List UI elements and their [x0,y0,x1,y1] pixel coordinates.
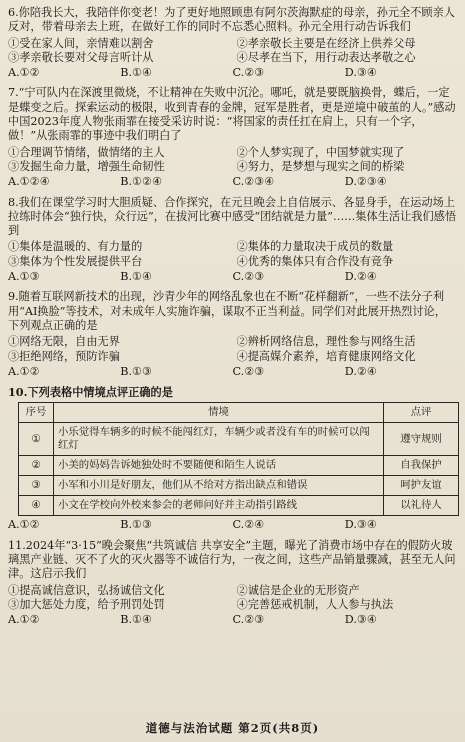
answer-c: C.②③ [232,270,265,284]
question-10 [8,385,457,533]
answer-choices [8,365,457,379]
header-situation: 情境 [54,403,384,423]
option-4: ④努力，是梦想与现实之间的桥梁 [236,159,405,173]
option-1: ①集体是温暖的、有力量的 [8,240,143,254]
answer-b: B.①④ [120,270,153,284]
answer-c: C.②③ [232,66,265,80]
option-1: ①提高诚信意识，弘扬诚信文化 [8,583,165,597]
question-11 [8,539,457,628]
answer-a: A.①② [8,364,40,378]
question-9 [8,290,457,379]
answer-choices [8,66,457,80]
option-list [8,37,457,66]
answer-d: D.②④ [344,270,377,284]
option-2: ②诚信是企业的无形资产 [236,583,360,597]
answer-c: C.②③④ [232,175,275,189]
row-number: ④ [19,496,54,516]
question-stem: 11.2024年“3·15”晚会聚焦“共筑诚信 共享安全”主题，曝光了消费市场中存在的假防火玻璃黑产业链、灭不了火的灭火器等不诚信行为，一夜之间，这些产品销量骤减，甚至无人问津。这启示我们 [8,538,456,581]
question-stem: 10.下列表格中情境点评正确的是 [8,385,173,400]
answer-choices [8,175,457,189]
answer-a: A.①② [8,613,40,627]
table-row [19,456,459,476]
row-comment: 自我保护 [384,456,459,476]
answer-a: A.①② [8,518,40,532]
option-list [8,584,457,613]
option-1: ①合理调节情绪，做情绪的主人 [8,145,165,159]
option-2: ②个人梦实现了，中国梦就实现了 [236,145,405,159]
option-1: ①网络无限，自由无界 [8,335,120,349]
answer-a: A.①③ [8,270,40,284]
answer-a: A.①② [8,66,40,80]
option-list [8,335,457,364]
question-7 [8,86,457,189]
option-4: ④提高媒介素养，培育健康网络文化 [236,349,416,363]
answer-choices [8,270,457,284]
table-header-row [19,403,459,423]
table-row [19,476,459,496]
answer-choices [8,613,457,627]
row-number: ③ [19,476,54,496]
answer-b: B.①②④ [120,175,163,189]
question-stem: 9.随着互联网新技术的出现，沙青少年的网络乱象也在不断“花样翻新”，一些不法分子利用“AI换脸”等技术，对未成年人实施诈骗，谋取不正当利益。同学们对此展开热烈讨论，下列观点正确的是 [8,290,446,332]
row-situation: 小军和小川是好朋友，他们从不给对方指出缺点和错误 [54,476,384,496]
question-stem: 6.你陪我长大，我陪伴你变老！为了更好地照顾患有阿尔茨海默症的母亲，孙元全不顾亲人反对，带着母亲去上班，在做好工作的同时不忘悉心照料。孙元全用行动告诉我们 [8,6,455,34]
option-3: ③集体为个性发展提供平台 [8,254,143,268]
answer-c: C.②④ [232,518,265,532]
answer-d: D.②③④ [344,175,387,189]
option-list [8,240,457,269]
question-stem: 7.“宁可队内在深渡里微烧，不让精神在失败中沉沦。哪吒，就是要既脑换骨，蝶后，一定是蝶变之后。探索运动的极限，收到青春的金牌，冠军是胜者，更是逆境中破茧的人。”感动中国2023年度人物张雨霏在接受采访时说：“将国家的责任扛在肩上，只有一个字，做！”从张雨霏的事迹中我们明白了 [8,86,456,143]
answer-b: B.①④ [120,613,153,627]
option-4: ④完善惩戒机制，人人参与执法 [236,597,394,611]
row-situation: 小文在学校向外校来参会的老师问好并主动指引路线 [54,496,384,516]
option-3: ③加大惩处力度，给予刑罚处罚 [8,597,165,611]
row-number: ① [19,423,54,456]
answer-choices [8,518,457,532]
answer-a: A.①②④ [8,175,50,189]
option-3: ③发掘生命力量，增强生命韧性 [8,159,165,173]
option-3: ③拒绝网络，预防诈骗 [8,349,120,363]
header-comment: 点评 [384,403,459,423]
question-6 [8,6,457,80]
row-situation: 小乐觉得车辆多的时候不能闯红灯，车辆少或者没有车的时候可以闯红灯 [54,423,384,456]
option-3: ③孝亲敬长要对父母言听计从 [8,50,154,64]
row-comment: 呵护友谊 [384,476,459,496]
table-row [19,423,459,456]
header-number: 序号 [19,403,54,423]
option-4: ④尽孝在当下，用行动表达孝敬之心 [236,50,416,64]
table-row [19,496,459,516]
option-list [8,146,457,175]
answer-d: D.③④ [344,613,377,627]
answer-c: C.②③ [232,613,265,627]
question-stem: 8.我们在课堂学习时大胆质疑、合作探究，在元旦晚会上自信展示、各显身手，在运动场上拉练时体会“独行快，众行远”，在拔河比赛中感受“团结就是力量”……集体生活让我们感悟到 [8,195,457,238]
row-number: ② [19,456,54,476]
answer-b: B.①③ [120,518,153,532]
answer-b: B.①④ [120,66,153,80]
answer-b: B.①③ [120,364,153,378]
option-2: ②集体的力量取决于成员的数量 [236,240,394,254]
row-comment: 以礼待人 [384,496,459,516]
page-footer: 道德与法治试题 第2页(共8页) [145,721,320,735]
row-comment: 遵守规则 [384,423,459,456]
answer-d: D.③④ [344,66,377,80]
answer-c: C.②③ [232,364,265,378]
option-2: ②孝亲敬长主要是在经济上供养父母 [236,36,416,50]
question-8 [8,196,457,285]
option-2: ②辨析网络信息，理性参与网络生活 [236,335,416,349]
answer-d: D.③④ [344,518,377,532]
answer-d: D.②④ [344,364,377,378]
row-situation: 小美的妈妈告诉她独处时不要随便和陌生人说话 [54,456,384,476]
option-1: ①受在家人间，亲情难以割舍 [8,36,154,50]
situation-table [18,402,459,516]
option-4: ④优秀的集体只有合作没有竞争 [236,254,394,268]
